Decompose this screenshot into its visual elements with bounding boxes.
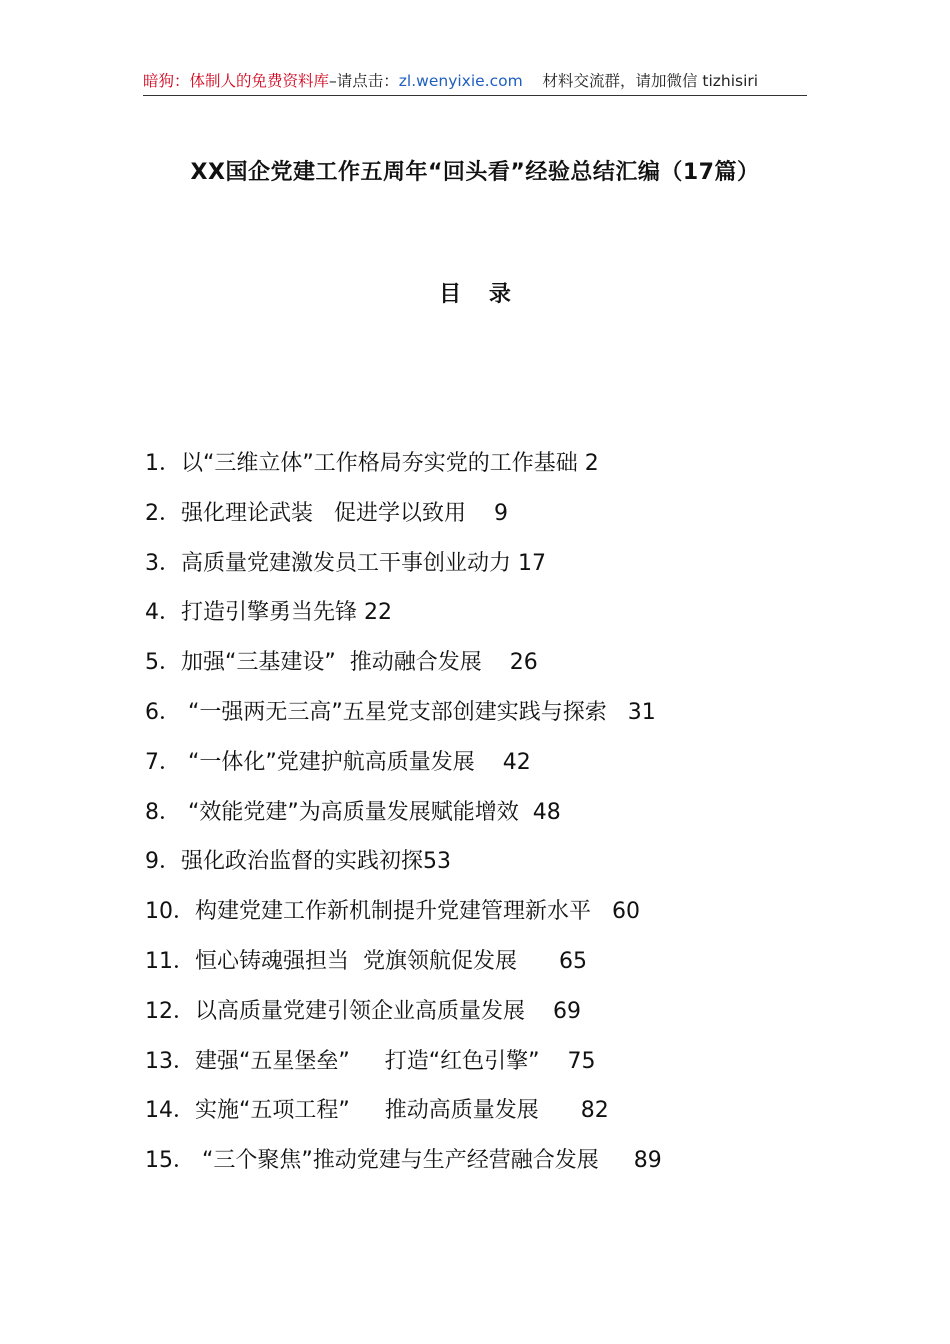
header-wechat-note: 材料交流群，请加微信 tizhisiri (542, 72, 759, 90)
toc-entry-13[interactable] (145, 1045, 845, 1095)
toc-entry-number: 15． (145, 1148, 195, 1174)
toc-entry-5[interactable] (145, 646, 845, 696)
header-click-prompt: –请点击： (329, 72, 399, 90)
header-divider (143, 95, 807, 96)
toc-entry-12[interactable] (145, 995, 845, 1045)
toc-entry-page: 31 (627, 699, 656, 725)
header-spacer (523, 72, 543, 90)
toc-entry-page: 22 (364, 600, 392, 626)
toc-entry-number: 10． (145, 899, 195, 925)
toc-entry-title: “一强两无三高”五星党支部创建实践与探索 (181, 699, 628, 725)
toc-entry-7[interactable] (145, 746, 845, 796)
toc-entry-page: 2 (584, 451, 599, 476)
toc-entry-11[interactable] (145, 945, 845, 995)
toc-entry-page: 42 (502, 749, 531, 775)
toc-entry-page: 9 (493, 500, 508, 526)
toc-entry-14[interactable] (145, 1094, 845, 1144)
toc-entry-title: 实施“五项工程” 推动高质量发展 (195, 1098, 581, 1124)
document-title: XX国企党建工作五周年“回头看”经验总结汇编（17篇） (190, 160, 760, 185)
toc-entry-number: 1． (145, 451, 181, 476)
toc-entry-title: 建强“五星堡垒” 打造“红色引擎” (195, 1048, 568, 1074)
toc-entry-number: 4． (145, 600, 181, 626)
toc-entry-number: 9． (145, 849, 181, 875)
toc-entry-9[interactable] (145, 845, 845, 895)
toc-entry-2[interactable] (145, 497, 845, 547)
toc-entry-title: 高质量党建激发员工干事创业动力 (181, 550, 518, 576)
toc-entry-title: 以高质量党建引领企业高质量发展 (195, 998, 553, 1024)
toc-entry-title: “三个聚焦”推动党建与生产经营融合发展 (195, 1148, 634, 1174)
toc-entry-1[interactable] (145, 447, 845, 497)
toc-entry-page: 48 (532, 799, 561, 825)
toc-entry-title: 恒心铸魂强担当 党旗领航促发展 (195, 948, 559, 974)
toc-entry-title: 以“三维立体”工作格局夯实党的工作基础 (181, 451, 585, 476)
toc-entry-title: “一体化”党建护航高质量发展 (181, 749, 503, 775)
toc-entry-page: 60 (611, 899, 640, 925)
toc-entry-title: 打造引擎勇当先锋 (181, 600, 364, 626)
page-header (143, 68, 807, 94)
table-of-contents (145, 447, 845, 1194)
toc-entry-page: 69 (552, 998, 581, 1024)
toc-entry-page: 65 (558, 948, 587, 974)
toc-entry-number: 6． (145, 699, 181, 725)
toc-entry-page: 82 (580, 1098, 609, 1124)
toc-entry-number: 8． (145, 799, 181, 825)
toc-entry-number: 14． (145, 1098, 195, 1124)
toc-entry-page: 53 (423, 849, 452, 875)
toc-entry-page: 75 (567, 1048, 596, 1074)
toc-entry-page: 89 (633, 1148, 662, 1174)
header-url-link[interactable]: zl.wenyixie.com (398, 72, 523, 90)
toc-entry-number: 5． (145, 650, 181, 676)
toc-entry-number: 11． (145, 948, 195, 974)
toc-entry-8[interactable] (145, 796, 845, 846)
toc-entry-title: “效能党建”为高质量发展赋能增效 (181, 799, 533, 825)
toc-entry-page: 26 (509, 650, 538, 676)
header-site-name: 暗狗：体制人的免费资料库 (143, 72, 330, 90)
toc-entry-number: 7． (145, 749, 181, 775)
toc-entry-title: 强化政治监督的实践初探 (181, 849, 424, 875)
toc-entry-3[interactable] (145, 547, 845, 597)
toc-entry-title: 构建党建工作新机制提升党建管理新水平 (195, 899, 612, 925)
toc-heading: 目 录 (439, 282, 521, 307)
toc-entry-6[interactable] (145, 696, 845, 746)
toc-entry-title: 强化理论武装 促进学以致用 (181, 500, 494, 526)
toc-entry-4[interactable] (145, 596, 845, 646)
toc-entry-number: 13． (145, 1048, 195, 1074)
toc-entry-10[interactable] (145, 895, 845, 945)
toc-entry-number: 3． (145, 550, 181, 576)
toc-entry-15[interactable] (145, 1144, 845, 1194)
toc-entry-number: 12． (145, 998, 195, 1024)
toc-entry-title: 加强“三基建设” 推动融合发展 (181, 650, 510, 676)
toc-entry-page: 17 (518, 550, 546, 576)
toc-entry-number: 2． (145, 500, 181, 526)
